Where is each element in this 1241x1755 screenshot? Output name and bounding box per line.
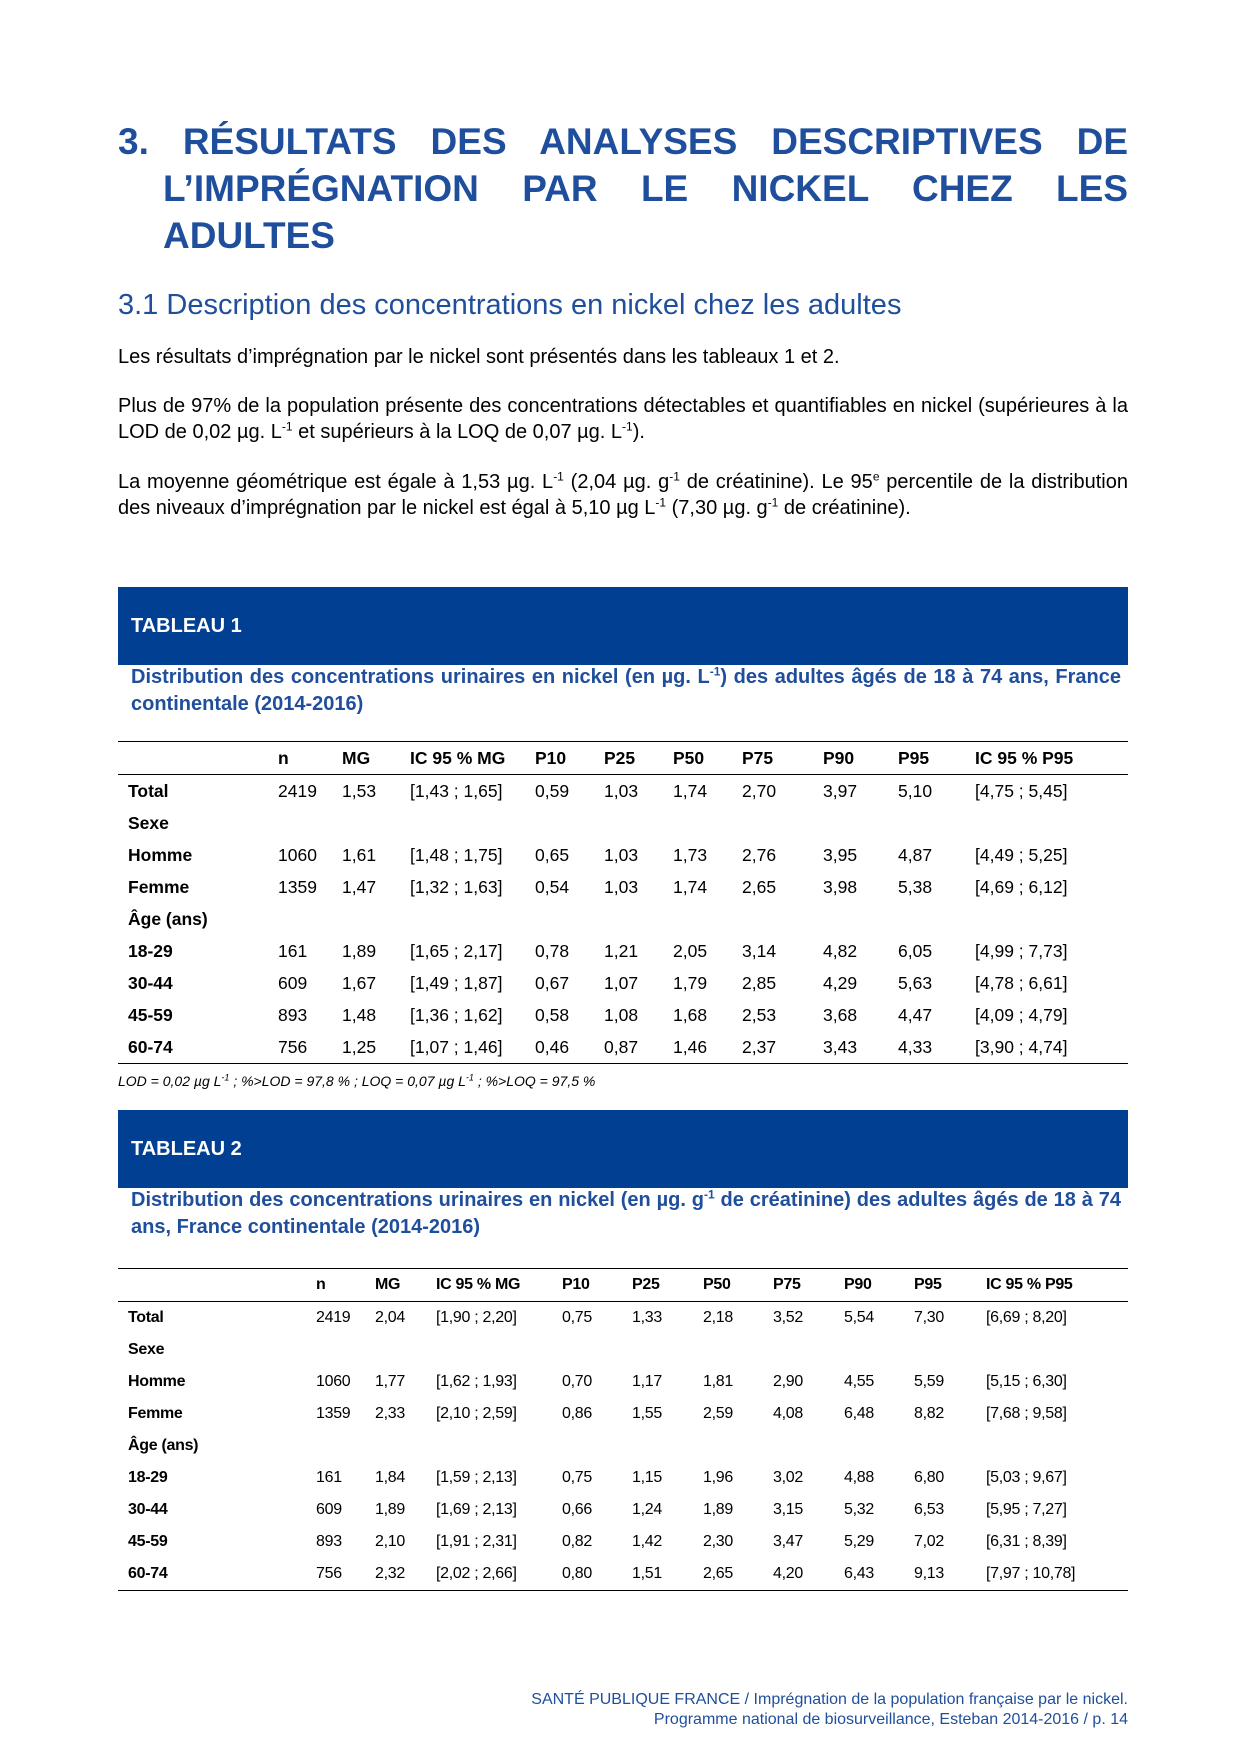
section-heading [118, 118, 1128, 259]
table-row [118, 839, 1128, 871]
table-cell: [2,10 ; 2,59] [436, 1405, 517, 1422]
table-cell: 1,89 [703, 1501, 733, 1518]
table-cell: 1,03 [604, 876, 639, 897]
table-cell: 4,88 [844, 1469, 874, 1486]
table-cell: 2,76 [742, 844, 777, 865]
table1-title: TABLEAU 1 [131, 614, 242, 637]
table-cell [316, 1430, 375, 1462]
table-cell [742, 903, 823, 935]
table-cell [278, 903, 342, 935]
header-cell: P90 [823, 747, 855, 768]
table1-caption: Distribution des concentrations urinaires en nickel (en µg. $L^{-1}$) des adultes âgés de 18 à 74 ans, France continentale (2014-2016) [131, 664, 1121, 715]
row-label: 60-74 [128, 1036, 173, 1057]
table-cell: 1,89 [342, 940, 377, 961]
row-label: Total [128, 780, 169, 801]
table-cell: [4,78 ; 6,61] [975, 972, 1068, 993]
table-cell [278, 807, 342, 839]
row-label: Âge (ans) [128, 1437, 199, 1454]
table-cell: 4,47 [898, 1004, 933, 1025]
table-cell: [5,95 ; 7,27] [986, 1501, 1067, 1518]
table-cell: [7,97 ; 10,78] [986, 1565, 1076, 1582]
table-cell [742, 807, 823, 839]
table-cell: 4,82 [823, 940, 858, 961]
table-row [118, 1334, 1128, 1366]
table-cell: [2,02 ; 2,66] [436, 1565, 517, 1582]
table-cell [673, 807, 742, 839]
table-cell [898, 903, 975, 935]
table-cell: [1,07 ; 1,46] [410, 1036, 503, 1057]
table-cell: 1,08 [604, 1004, 639, 1025]
table-cell: 609 [316, 1501, 342, 1518]
table-cell [823, 807, 898, 839]
table-cell: 1,51 [632, 1565, 662, 1582]
row-label: 30-44 [128, 1501, 168, 1518]
paragraph-geometric-mean: La moyenne géométrique est égale à 1,53 µg. $L^{-1}$ (2,04 µg. $g^{-1}$ de créatinine). Le 95e percentile de la distribution des niveaux d’imprégnation par le nickel est égal à 5,10 µg $L^{-1}$ (7,30 µg. $g^{-1}$ de créatinine). [118, 469, 1128, 519]
table-cell: 5,38 [898, 876, 933, 897]
table-cell: 893 [278, 1004, 308, 1025]
table-cell [703, 1334, 773, 1366]
header-cell: P95 [914, 1276, 942, 1293]
table-cell: [1,43 ; 1,65] [410, 780, 503, 801]
row-label: Femme [128, 876, 190, 897]
section-number: 3. [118, 121, 149, 162]
table-cell: 6,43 [844, 1565, 874, 1582]
table-cell: 1,74 [673, 876, 708, 897]
header-cell: P50 [703, 1276, 731, 1293]
table-cell: 8,82 [914, 1405, 944, 1422]
table-cell: 0,46 [535, 1036, 570, 1057]
table-cell: 0,78 [535, 940, 570, 961]
table-cell: [5,03 ; 9,67] [986, 1469, 1067, 1486]
table-cell: 4,20 [773, 1565, 803, 1582]
table-cell: 0,54 [535, 876, 570, 897]
table-cell: 2,85 [742, 972, 777, 993]
table-cell: 1,67 [342, 972, 377, 993]
table-cell: 1,17 [632, 1373, 662, 1390]
table-cell: 1,89 [375, 1501, 405, 1518]
table-cell: 2,37 [742, 1036, 777, 1057]
table-cell: [1,59 ; 2,13] [436, 1469, 517, 1486]
row-label: Âge (ans) [128, 908, 208, 929]
table-cell: 0,58 [535, 1004, 570, 1025]
table-cell: 3,97 [823, 780, 858, 801]
table-cell: 3,43 [823, 1036, 858, 1057]
table-cell: [3,90 ; 4,74] [975, 1036, 1068, 1057]
table-cell: 1,07 [604, 972, 639, 993]
table-row [118, 935, 1128, 967]
table-cell: 1,33 [632, 1309, 662, 1326]
table-cell: 893 [316, 1533, 342, 1550]
header-cell: IC 95 % P95 [986, 1276, 1073, 1293]
table-cell: [4,49 ; 5,25] [975, 844, 1068, 865]
table-cell: 4,87 [898, 844, 933, 865]
table-cell: 1,47 [342, 876, 377, 897]
footer-line-2: Programme national de biosurveillance, Esteban 2014-2016 / p. 14 [653, 1711, 1128, 1728]
table-cell: 4,55 [844, 1373, 874, 1390]
table-cell: 9,13 [914, 1565, 944, 1582]
table-cell: 3,47 [773, 1533, 803, 1550]
table2 [118, 1268, 1128, 1591]
table-cell [773, 1430, 844, 1462]
row-label: 60-74 [128, 1565, 168, 1582]
table2-caption: Distribution des concentrations urinaires en nickel (en µg. $g^{-1}$ de créatinine) des adultes âgés de 18 à 74 ans, France continentale (2014-2016) [131, 1187, 1121, 1238]
table2-title-band [118, 1110, 1128, 1188]
table-cell: 0,75 [562, 1469, 592, 1486]
table-cell: 1,25 [342, 1036, 377, 1057]
table-row [118, 1366, 1128, 1398]
table-cell [844, 1430, 914, 1462]
paragraph-detection: Plus de 97% de la population présente des concentrations détectables et quantifiables en nickel (supérieures à la LOD de 0,02 µg. $L^{-1}$ et supérieurs à la LOQ de 0,07 µg. $L^{-1}$). [118, 395, 1128, 443]
table-row [118, 967, 1128, 999]
table-cell [632, 1430, 703, 1462]
table-cell: [6,31 ; 8,39] [986, 1533, 1067, 1550]
table-cell: 1,61 [342, 844, 377, 865]
table-cell: [1,32 ; 1,63] [410, 876, 503, 897]
table-cell: 2,90 [773, 1373, 803, 1390]
table-cell: [1,90 ; 2,20] [436, 1309, 517, 1326]
table-cell [673, 903, 742, 935]
table-cell: 2,10 [375, 1533, 405, 1550]
page-footer [531, 1690, 1128, 1730]
table-cell: 1,46 [673, 1036, 708, 1057]
table-cell: 6,48 [844, 1405, 874, 1422]
table-cell: 4,08 [773, 1405, 803, 1422]
table-row [118, 1430, 1128, 1462]
table-row [118, 1462, 1128, 1494]
table-cell [375, 1334, 436, 1366]
header-cell: P90 [844, 1276, 872, 1293]
table1 [118, 741, 1128, 1064]
table-cell [410, 903, 535, 935]
table-cell: [4,75 ; 5,45] [975, 780, 1068, 801]
table-cell: [1,91 ; 2,31] [436, 1533, 517, 1550]
table-cell: 1,96 [703, 1469, 733, 1486]
table-cell: 1,74 [673, 780, 708, 801]
header-cell: P50 [673, 747, 705, 768]
header-cell: IC 95 % P95 [975, 747, 1074, 768]
table-cell: 609 [278, 972, 308, 993]
table-cell [975, 807, 1128, 839]
header-cell: P25 [632, 1276, 660, 1293]
table-cell [562, 1430, 632, 1462]
table-cell: 5,54 [844, 1309, 874, 1326]
table-cell: 0,66 [562, 1501, 592, 1518]
table-cell: 1,81 [703, 1373, 733, 1390]
table-cell: [4,09 ; 4,79] [975, 1004, 1068, 1025]
table-cell: 1,84 [375, 1469, 405, 1486]
table-cell: 1,48 [342, 1004, 377, 1025]
table-row [118, 1398, 1128, 1430]
table-row [118, 1526, 1128, 1558]
table2-title: TABLEAU 2 [131, 1137, 242, 1160]
row-label: Total [128, 1309, 164, 1326]
row-label: Sexe [128, 812, 169, 833]
table-row [118, 999, 1128, 1031]
table-cell: 0,86 [562, 1405, 592, 1422]
table-cell: 7,30 [914, 1309, 944, 1326]
table-cell: 2,32 [375, 1565, 405, 1582]
table-cell: 2419 [316, 1309, 351, 1326]
table-cell: 756 [278, 1036, 308, 1057]
table-cell: [6,69 ; 8,20] [986, 1309, 1067, 1326]
table-cell: 2,53 [742, 1004, 777, 1025]
table-cell: 5,29 [844, 1533, 874, 1550]
table-cell: 2419 [278, 780, 317, 801]
table-cell: [1,36 ; 1,62] [410, 1004, 503, 1025]
table-cell: 1,53 [342, 780, 377, 801]
table-row [118, 775, 1128, 808]
table-cell: 0,75 [562, 1309, 592, 1326]
header-cell: n [316, 1276, 326, 1293]
table-cell [535, 903, 604, 935]
table-cell: 3,52 [773, 1309, 803, 1326]
section-title: RÉSULTATS DES ANALYSES DESCRIPTIVES DE L’IMPRÉGNATION PAR LE NICKEL CHEZ LES ADULTES [163, 121, 1128, 256]
table-cell: 2,33 [375, 1405, 405, 1422]
table-row [118, 871, 1128, 903]
table-cell: 3,02 [773, 1469, 803, 1486]
table-cell: 6,05 [898, 940, 933, 961]
table-cell: 1060 [278, 844, 317, 865]
table-cell [562, 1334, 632, 1366]
table-cell: [4,69 ; 6,12] [975, 876, 1068, 897]
table1-note: LOD = 0,02 µg $L^{-1}$ ; %>LOD = 97,8 % ; LOQ = 0,07 µg $L^{-1}$ ; %>LOQ = 97,5 % [118, 1072, 596, 1089]
table-cell: 0,82 [562, 1533, 592, 1550]
header-cell: IC 95 % MG [436, 1276, 521, 1293]
table-cell: 6,80 [914, 1469, 944, 1486]
header-cell: P75 [773, 1276, 801, 1293]
table-cell: 1,68 [673, 1004, 708, 1025]
table-cell: 0,80 [562, 1565, 592, 1582]
table-cell: 2,59 [703, 1405, 733, 1422]
header-cell: MG [342, 747, 371, 768]
table-cell: 0,87 [604, 1036, 639, 1057]
table-cell: 1,79 [673, 972, 708, 993]
table-cell: 4,29 [823, 972, 858, 993]
row-label: 45-59 [128, 1533, 168, 1550]
table-header-row [118, 1269, 1128, 1302]
table-cell [604, 807, 673, 839]
row-label: 18-29 [128, 1469, 168, 1486]
table-cell [436, 1334, 562, 1366]
header-cell: P75 [742, 747, 774, 768]
table-cell: 3,14 [742, 940, 777, 961]
header-cell [118, 1269, 316, 1302]
header-cell: P10 [562, 1276, 590, 1293]
table-cell [986, 1334, 1128, 1366]
table-cell: 2,30 [703, 1533, 733, 1550]
table-cell: 1,21 [604, 940, 639, 961]
header-cell: n [278, 747, 289, 768]
table-cell: 1,77 [375, 1373, 405, 1390]
table-cell: [1,49 ; 1,87] [410, 972, 503, 993]
table-cell [632, 1334, 703, 1366]
table-cell [823, 903, 898, 935]
table-row [118, 807, 1128, 839]
paragraph-intro: Les résultats d’imprégnation par le nickel sont présentés dans les tableaux 1 et 2. [118, 346, 840, 368]
table-cell [316, 1334, 375, 1366]
table-cell: 1,15 [632, 1469, 662, 1486]
table-cell [986, 1430, 1128, 1462]
table-row [118, 1031, 1128, 1064]
table-cell [773, 1334, 844, 1366]
header-cell: IC 95 % MG [410, 747, 506, 768]
table-cell [436, 1430, 562, 1462]
table-cell: 1,55 [632, 1405, 662, 1422]
table-cell: 2,70 [742, 780, 777, 801]
table-cell [604, 903, 673, 935]
table-cell: [1,62 ; 1,93] [436, 1373, 517, 1390]
table-cell [535, 807, 604, 839]
row-label: Homme [128, 1373, 186, 1390]
table-cell: 3,98 [823, 876, 858, 897]
table-cell: [1,69 ; 2,13] [436, 1501, 517, 1518]
table-cell: 5,32 [844, 1501, 874, 1518]
table-cell: 1,03 [604, 844, 639, 865]
table-cell: 1,24 [632, 1501, 662, 1518]
table-cell: 3,95 [823, 844, 858, 865]
table-cell: 0,59 [535, 780, 570, 801]
row-label: Femme [128, 1405, 183, 1422]
row-label: 30-44 [128, 972, 173, 993]
table-cell [342, 807, 410, 839]
table-header-row [118, 742, 1128, 775]
table-cell: [1,48 ; 1,75] [410, 844, 503, 865]
table-cell: 0,65 [535, 844, 570, 865]
table-row [118, 1558, 1128, 1591]
table-cell [898, 807, 975, 839]
table-cell: 4,33 [898, 1036, 933, 1057]
table1-title-band [118, 587, 1128, 665]
footer-line-1: SANTÉ PUBLIQUE FRANCE / Imprégnation de la population française par le nickel. [531, 1691, 1128, 1708]
table-cell [342, 903, 410, 935]
table-cell: 3,68 [823, 1004, 858, 1025]
table-cell: 0,70 [562, 1373, 592, 1390]
table-cell: 7,02 [914, 1533, 944, 1550]
table-cell: [4,99 ; 7,73] [975, 940, 1068, 961]
header-cell: P25 [604, 747, 636, 768]
table-cell [703, 1430, 773, 1462]
table-cell: 1,03 [604, 780, 639, 801]
table-cell: 1060 [316, 1373, 351, 1390]
table-cell [914, 1334, 986, 1366]
row-label: Homme [128, 844, 193, 865]
table-cell: 5,63 [898, 972, 933, 993]
table-cell: [5,15 ; 6,30] [986, 1373, 1067, 1390]
table-cell [375, 1430, 436, 1462]
table-row [118, 1494, 1128, 1526]
table-cell [844, 1334, 914, 1366]
table-cell: 3,15 [773, 1501, 803, 1518]
table-cell [975, 903, 1128, 935]
row-label: 45-59 [128, 1004, 173, 1025]
table-cell: 2,65 [703, 1565, 733, 1582]
subsection-heading: 3.1 Description des concentrations en nickel chez les adultes [118, 289, 902, 321]
table-cell [410, 807, 535, 839]
row-label: Sexe [128, 1341, 165, 1358]
header-cell: P10 [535, 747, 567, 768]
table-cell: [7,68 ; 9,58] [986, 1405, 1067, 1422]
table-row [118, 1302, 1128, 1335]
table-cell: 161 [316, 1469, 342, 1486]
table-row [118, 903, 1128, 935]
table-cell: 6,53 [914, 1501, 944, 1518]
table-cell: 2,05 [673, 940, 708, 961]
table-cell: 5,10 [898, 780, 933, 801]
header-cell: P95 [898, 747, 930, 768]
table-cell: 1359 [278, 876, 317, 897]
row-label: 18-29 [128, 940, 173, 961]
table-cell: 0,67 [535, 972, 570, 993]
table-cell: 2,18 [703, 1309, 733, 1326]
table-cell: 1,73 [673, 844, 708, 865]
table-cell: 161 [278, 940, 308, 961]
table-cell: 2,65 [742, 876, 777, 897]
header-cell: MG [375, 1276, 401, 1293]
table-cell: 5,59 [914, 1373, 944, 1390]
table-cell: 756 [316, 1565, 342, 1582]
table-cell: 1,42 [632, 1533, 662, 1550]
table-cell: [1,65 ; 2,17] [410, 940, 503, 961]
header-cell [118, 742, 278, 775]
table-cell: 2,04 [375, 1309, 405, 1326]
table-cell [914, 1430, 986, 1462]
table-cell: 1359 [316, 1405, 351, 1422]
